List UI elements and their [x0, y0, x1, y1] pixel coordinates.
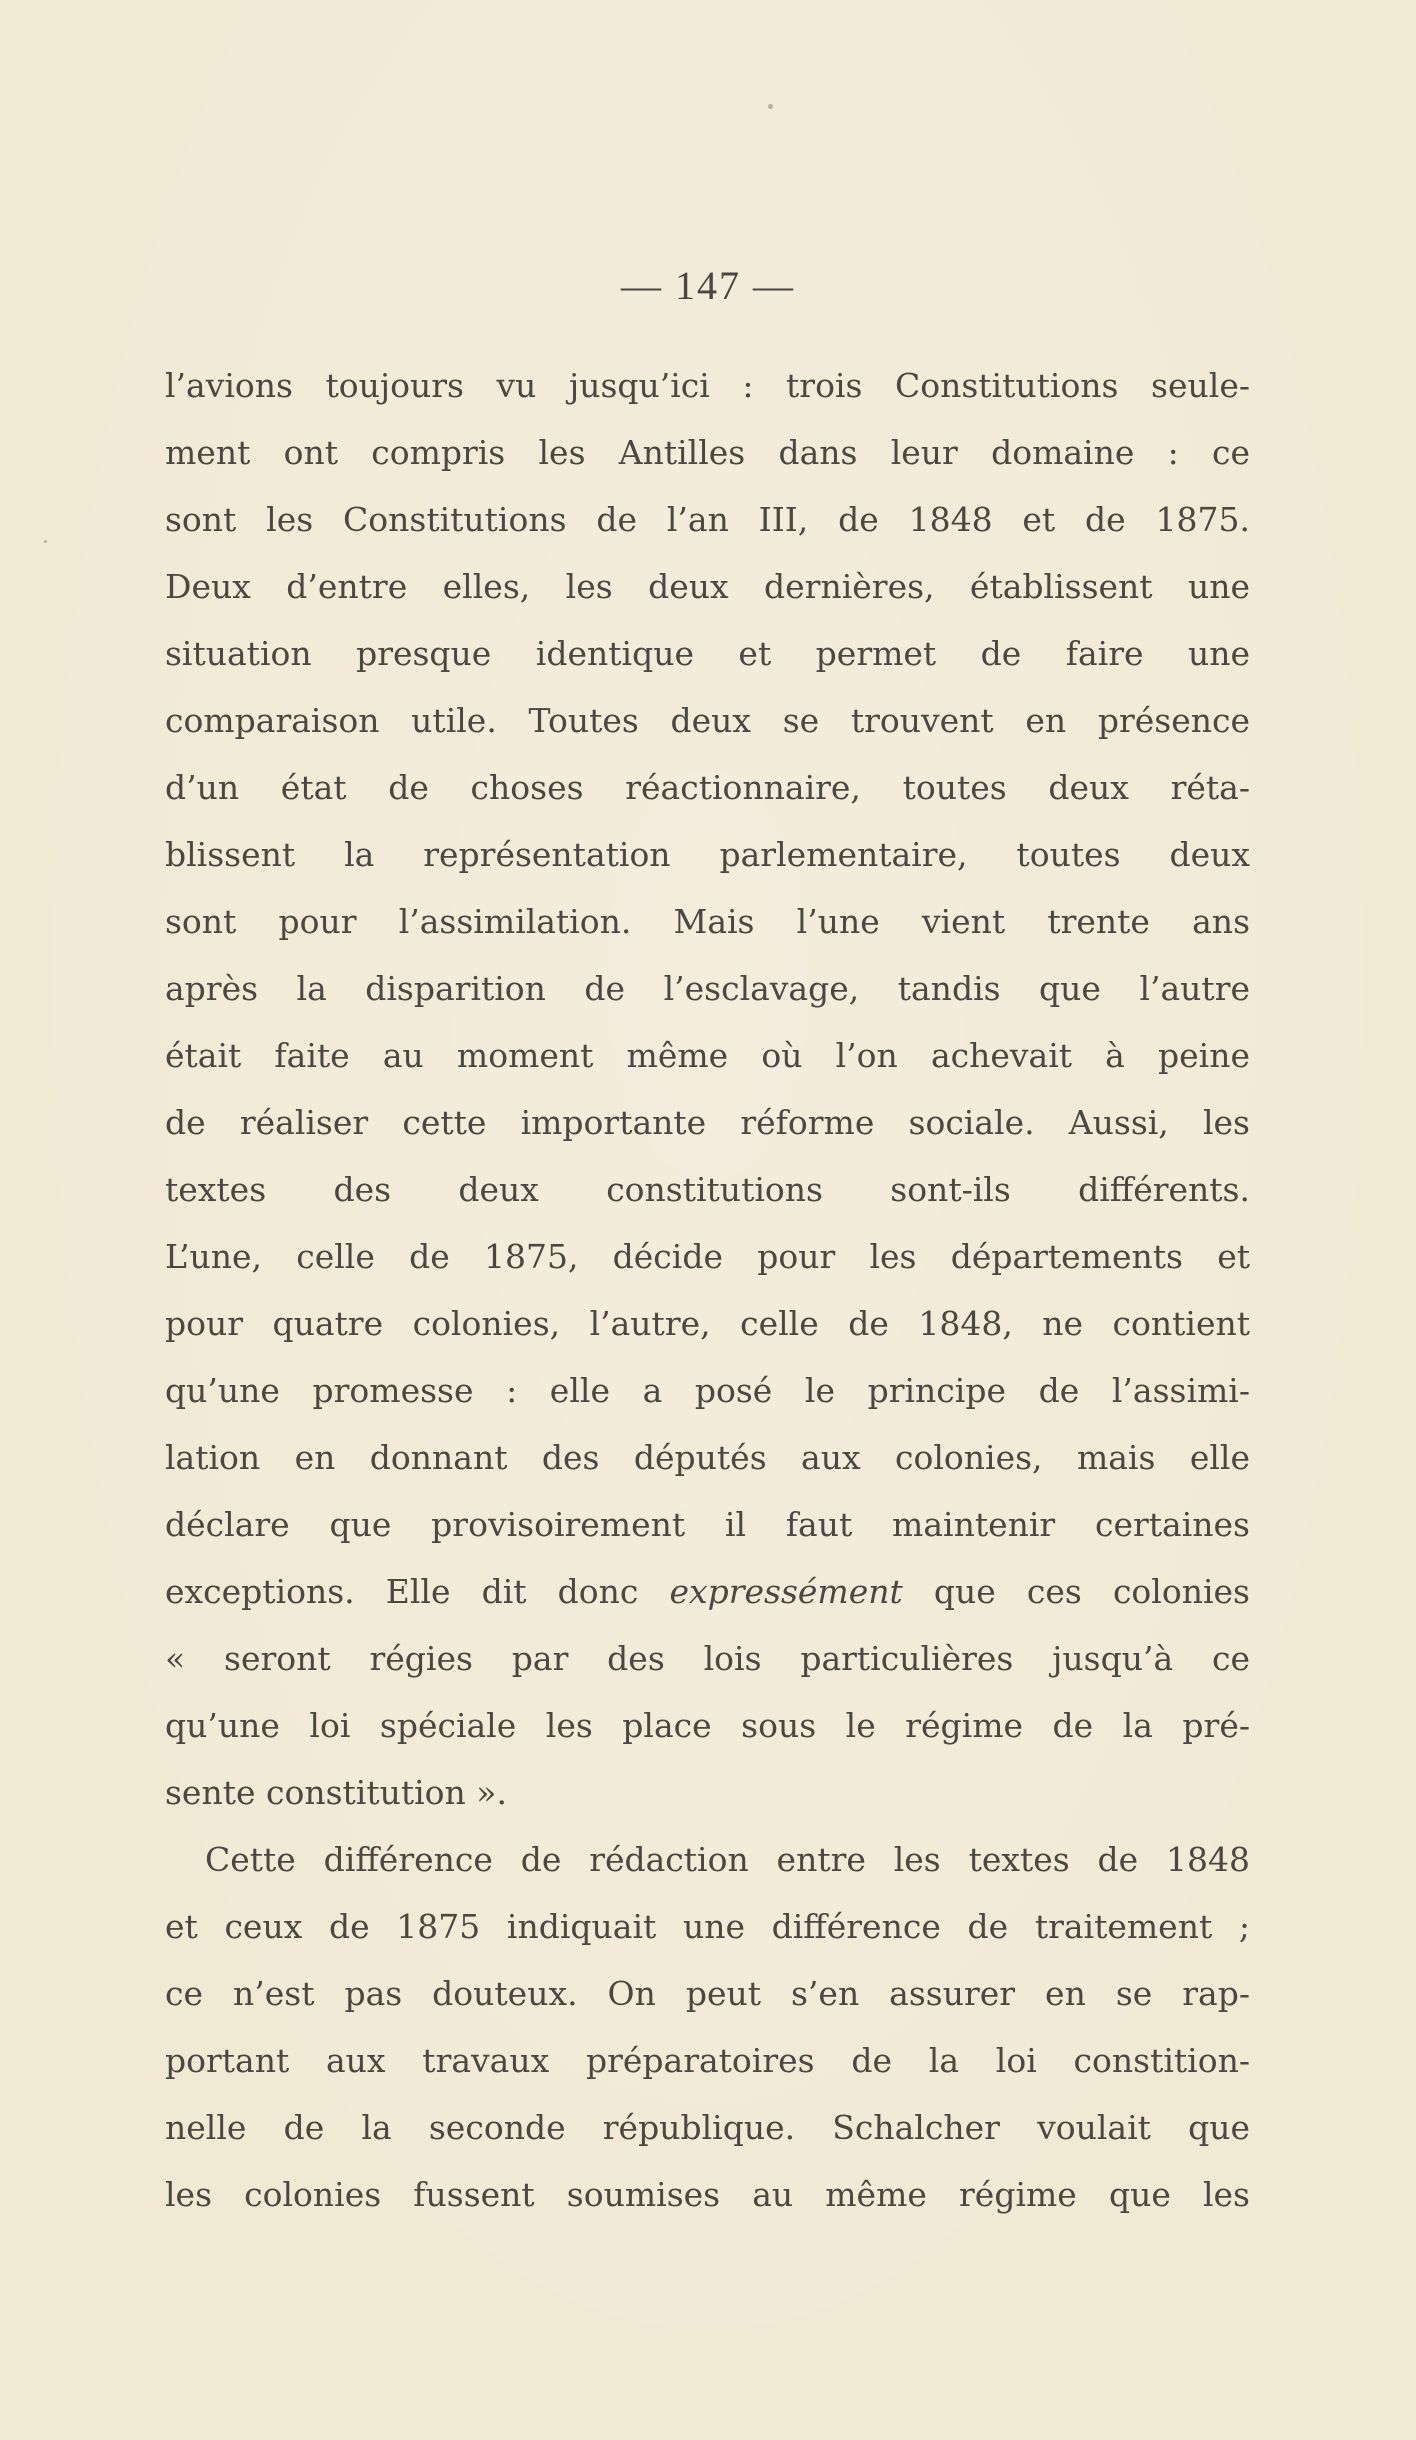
text-line: était faite au moment même où l’on achevait à peine [165, 1036, 1250, 1075]
text-line: textes des deux constitutions sont-ils différents. [165, 1170, 1250, 1209]
text-line: « seront régies par des lois particulières jusqu’à ce [165, 1639, 1250, 1678]
body-text [165, 352, 1250, 2228]
text-line: d’un état de choses réactionnaire, toutes deux réta- [165, 768, 1250, 807]
ink-speck [768, 104, 773, 109]
text-line: lation en donnant des députés aux colonies, mais elle [165, 1438, 1250, 1477]
text-line: sont les Constitutions de l’an III, de 1848 et de 1875. [165, 500, 1250, 539]
text-line: L’une, celle de 1875, décide pour les départements et [165, 1237, 1250, 1276]
text-line: après la disparition de l’esclavage, tandis que l’autre [165, 969, 1250, 1008]
text-line: situation presque identique et permet de faire une [165, 634, 1250, 673]
text-line: de réaliser cette importante réforme sociale. Aussi, les [165, 1103, 1250, 1142]
text-line: Cette différence de rédaction entre les textes de 1848 [205, 1840, 1250, 1879]
text-line: sont pour l’assimilation. Mais l’une vient trente ans [165, 902, 1250, 941]
text-line: sente constitution ». [165, 1773, 507, 1812]
text-line: blissent la représentation parlementaire, toutes deux [165, 835, 1250, 874]
text-line: nelle de la seconde république. Schalcher voulait que [165, 2108, 1250, 2147]
text-line: comparaison utile. Toutes deux se trouvent en présence [165, 701, 1250, 740]
text-line: qu’une loi spéciale les place sous le régime de la pré- [165, 1706, 1250, 1745]
page-number: — 147 — [621, 263, 795, 308]
text-line: et ceux de 1875 indiquait une différence de traitement ; [165, 1907, 1250, 1946]
text-line: pour quatre colonies, l’autre, celle de 1848, ne contient [165, 1304, 1250, 1343]
text-line-with-emphasis [165, 1558, 1250, 1625]
text-line: qu’une promesse : elle a posé le principe de l’assimi- [165, 1371, 1250, 1410]
ink-speck [44, 540, 47, 543]
text-segment: exceptions. Elle dit donc [165, 1572, 670, 1611]
emphasized-word: expressément [669, 1572, 903, 1611]
text-line: déclare que provisoirement il faut maintenir certaines [165, 1505, 1250, 1544]
text-segment: que ces colonies [902, 1572, 1250, 1611]
text-line: portant aux travaux préparatoires de la loi constition- [165, 2041, 1250, 2080]
text-line: Deux d’entre elles, les deux dernières, établissent une [165, 567, 1250, 606]
text-line: ment ont compris les Antilles dans leur domaine : ce [165, 433, 1250, 472]
text-line: les colonies fussent soumises au même régime que les [165, 2175, 1250, 2214]
text-line: ce n’est pas douteux. On peut s’en assurer en se rap- [165, 1974, 1250, 2013]
text-line: l’avions toujours vu jusqu’ici : trois Constitutions seule- [165, 366, 1250, 405]
